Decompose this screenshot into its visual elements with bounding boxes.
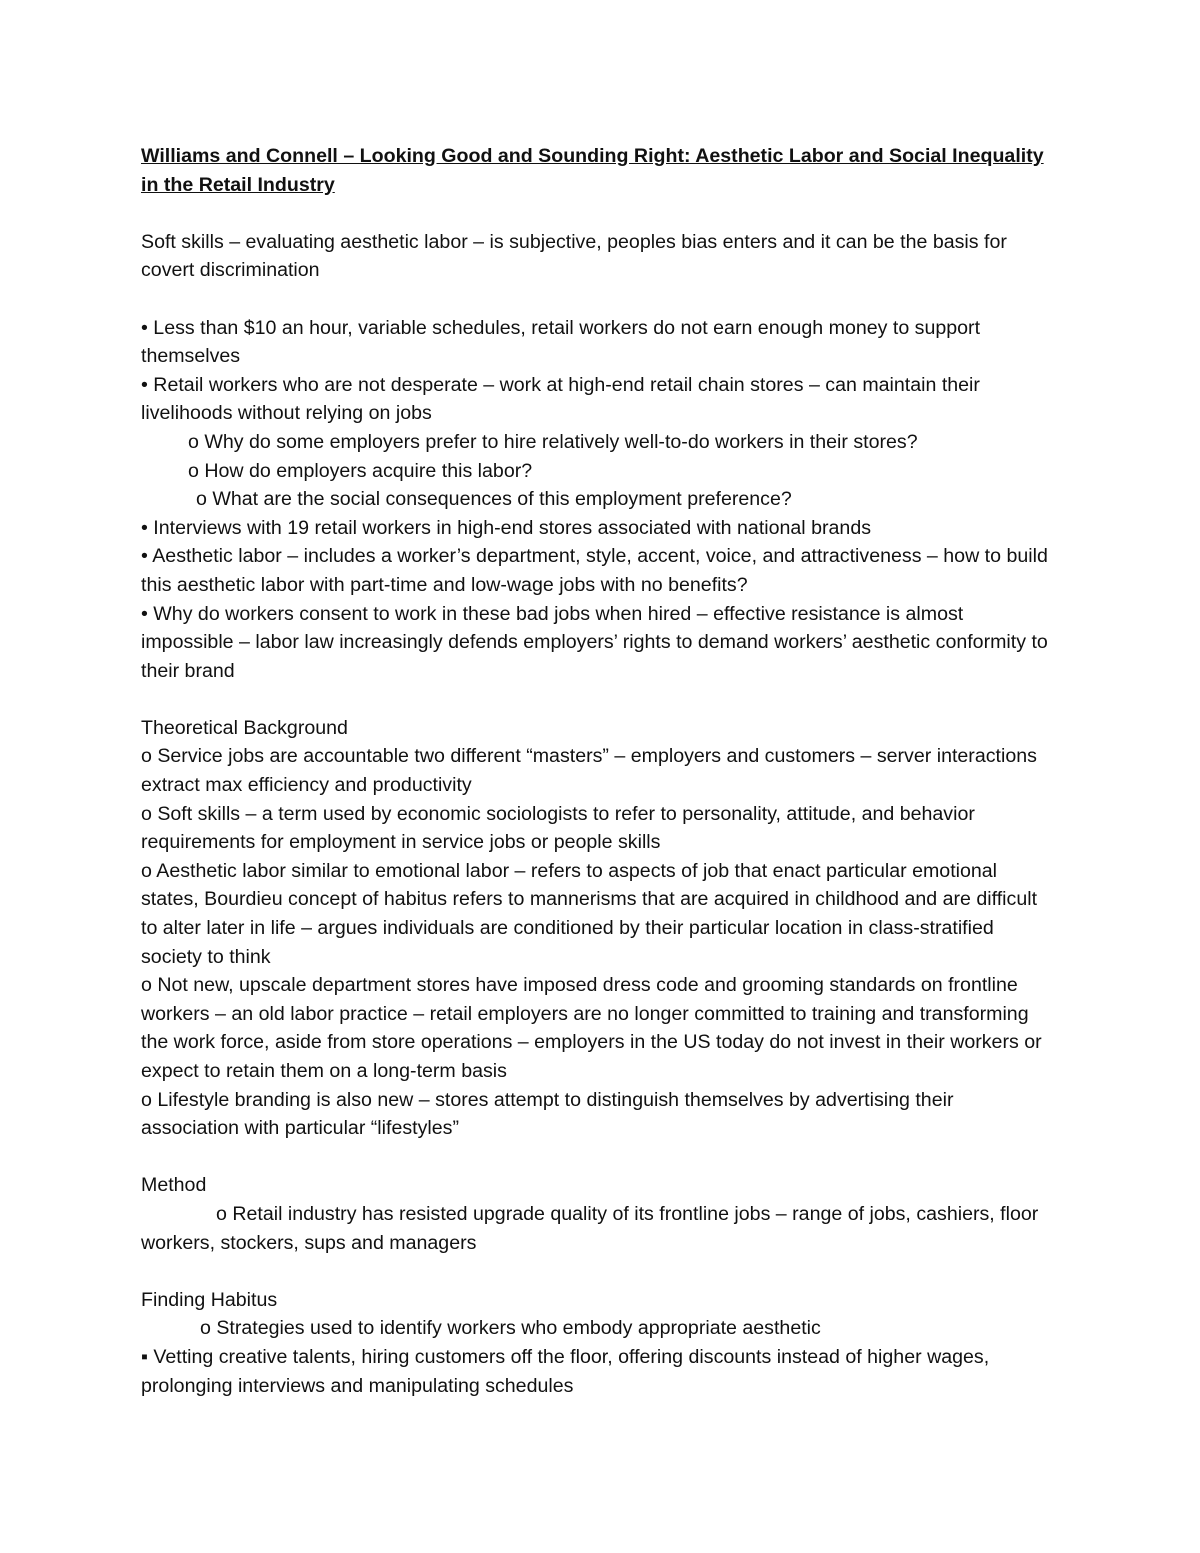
document-title: Williams and Connell – Looking Good and Sounding Right: Aesthetic Labor and Social Inequality in the Retail Industry	[141, 145, 1044, 196]
spacer	[141, 199, 1056, 228]
section-heading-theory: Theoretical Background	[141, 716, 348, 739]
bullet-item: • Less than $10 an hour, variable schedules, retail workers do not earn enough money to support themselves	[141, 316, 981, 368]
spacer	[141, 1143, 1056, 1172]
question-item: o How do employers acquire this labor?	[188, 459, 533, 482]
question-item: o Why do some employers prefer to hire relatively well-to-do workers in their stores?	[188, 430, 918, 453]
method-item-text: o Retail industry has resisted upgrade quality of its frontline jobs – range of jobs, cashiers, floor workers, stockers, sups and managers	[141, 1202, 1039, 1254]
theory-item: o Service jobs are accountable two different “masters” – employers and customers – server interactions extract max efficiency and productivity	[141, 745, 1037, 797]
bullet-item: • Retail workers who are not desperate – work at high-end retail chain stores – can maintain their livelihoods without relying on jobs	[141, 373, 980, 425]
bullet-item: • Why do workers consent to work in these bad jobs when hired – effective resistance is almost impossible – labor law increasingly defends employers’ rights to demand workers’ aesthetic conformity to their brand	[141, 602, 1048, 682]
section-heading-method: Method	[141, 1174, 207, 1197]
bullet-item: • Aesthetic labor – includes a worker’s department, style, accent, voice, and attractiveness – how to build this aesthetic labor with part-time and low-wage jobs with no benefits?	[141, 545, 1048, 596]
section-heading-habitus: Finding Habitus	[141, 1288, 278, 1311]
method-item	[141, 1200, 1056, 1257]
theory-item: o Not new, upscale department stores have imposed dress code and grooming standards on frontline workers – an old labor practice – retail employers are no longer committed to training and transforming the work force, aside from store operations – employers in the US today do not invest in their workers or expect to retain them on a long-term basis	[141, 974, 1042, 1082]
spacer	[141, 685, 1056, 714]
theory-item: o Soft skills – a term used by economic sociologists to refer to personality, attitude, and behavior requirements for employment in service jobs or people skills	[141, 802, 975, 854]
spacer	[141, 1257, 1056, 1286]
theory-item: o Lifestyle branding is also new – stores attempt to distinguish themselves by advertising their association with particular “lifestyles”	[141, 1088, 954, 1140]
bullet-item: • Interviews with 19 retail workers in high-end stores associated with national brands	[141, 516, 872, 539]
habitus-square-item: ▪ Vetting creative talents, hiring customers off the floor, offering discounts instead of higher wages, prolonging interviews and manipulating schedules	[141, 1345, 990, 1397]
theory-item: o Aesthetic labor similar to emotional labor – refers to aspects of job that enact particular emotional states, Bourdieu concept of habitus refers to mannerisms that are acquired in childhood and are difficult to alter later in life – argues individuals are conditioned by their particular location in class-stratified society to think	[141, 859, 1038, 968]
habitus-item: o Strategies used to identify workers who embody appropriate aesthetic	[200, 1317, 821, 1340]
document-body	[141, 142, 1056, 1400]
intro-paragraph: Soft skills – evaluating aesthetic labor – is subjective, peoples bias enters and it can be the basis for covert discrimination	[141, 230, 1007, 282]
spacer	[141, 285, 1056, 314]
question-item: o What are the social consequences of this employment preference?	[196, 488, 792, 511]
